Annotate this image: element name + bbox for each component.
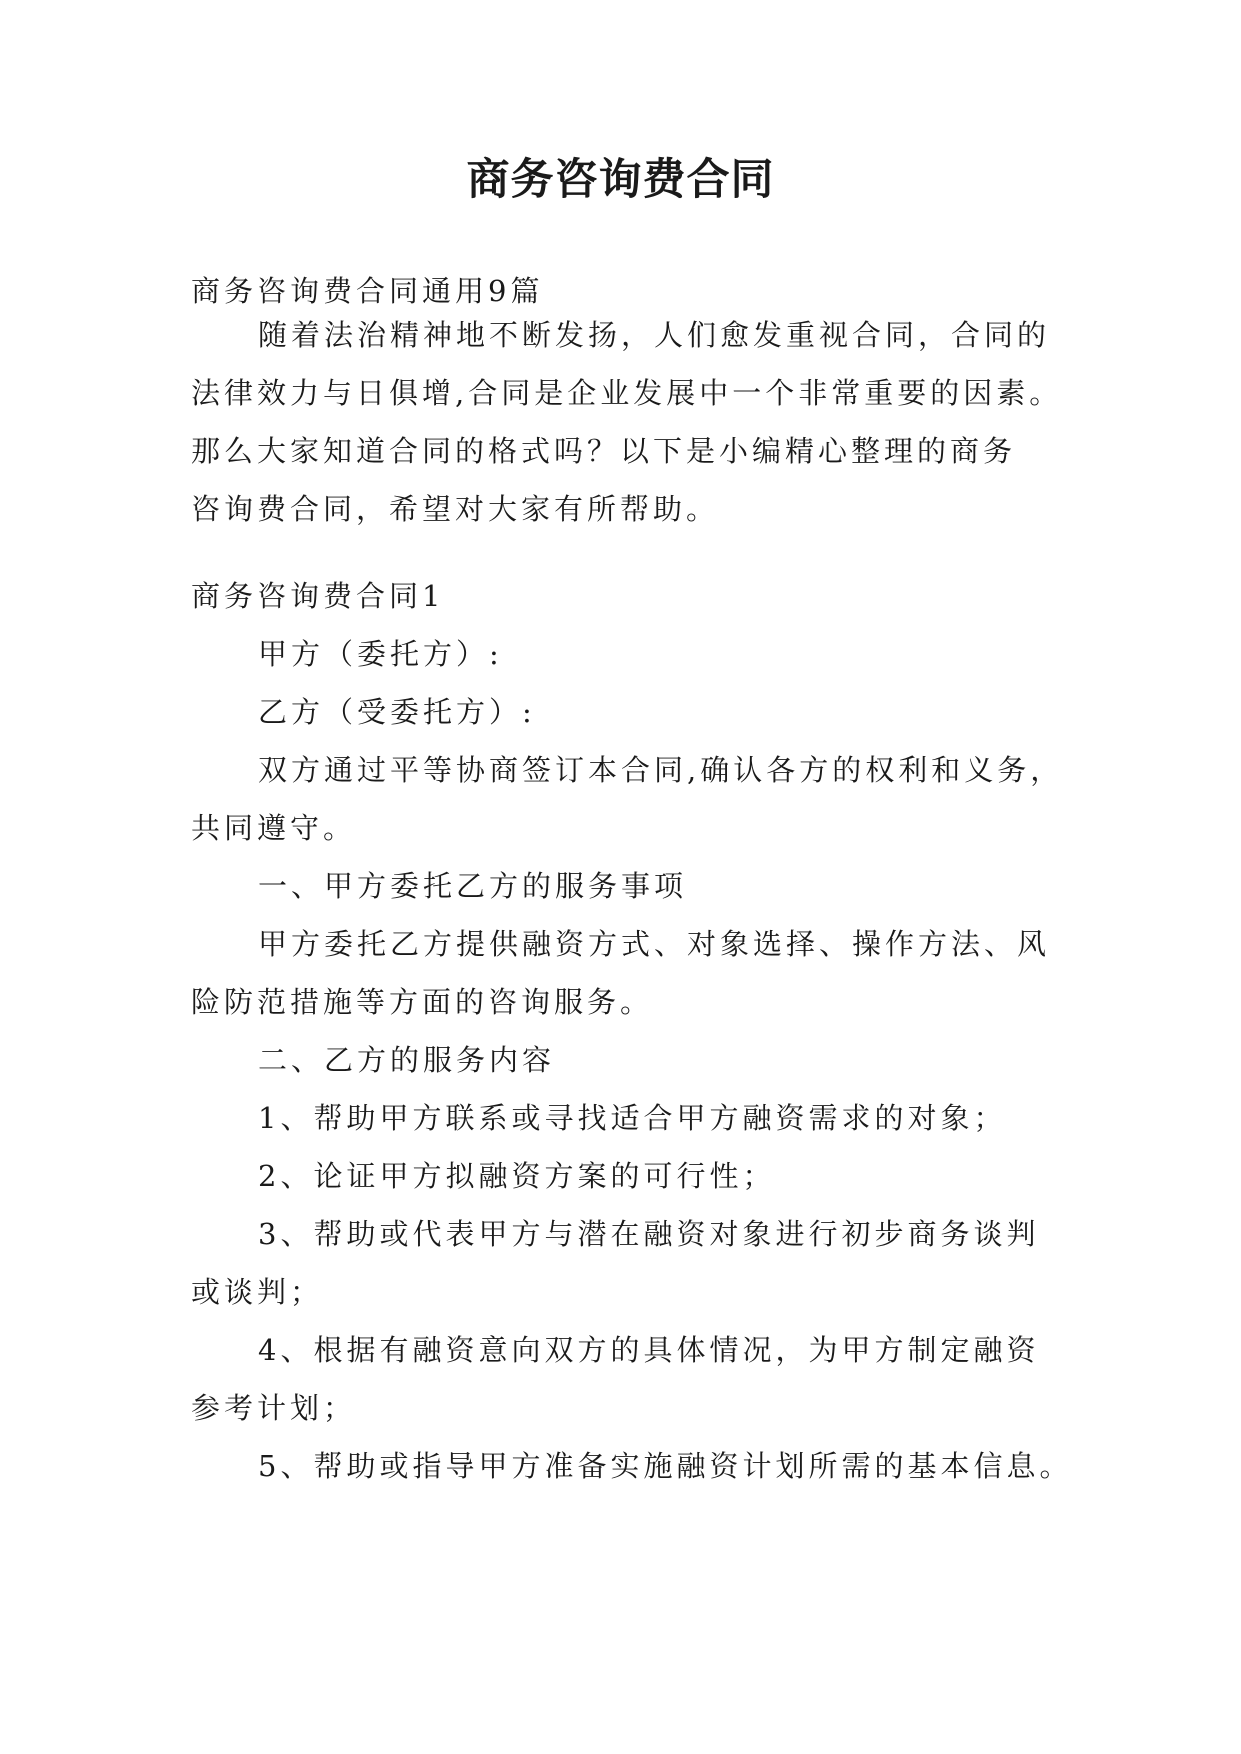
service-item-3: 3、帮助或代表甲方与潜在融资对象进行初步商务谈判 <box>258 1217 1040 1251</box>
section-heading: 商务咨询费合同1 <box>191 579 445 613</box>
party-b-label: 乙方（受委托方）: <box>258 695 536 729</box>
service-item-4: 4、根据有融资意向双方的具体情况，为甲方制定融资 <box>258 1333 1040 1367</box>
service-item-4-cont: 参考计划； <box>191 1391 357 1425</box>
service-item-5: 5、帮助或指导甲方准备实施融资计划所需的基本信息。 <box>258 1449 1073 1483</box>
clause-1-line: 甲方委托乙方提供融资方式、对象选择、操作方法、风 <box>258 927 1051 961</box>
agreement-line: 双方通过平等协商签订本合同,确认各方的权利和义务， <box>258 753 1064 787</box>
intro-line: 法律效力与日俱增,合同是企业发展中一个非常重要的因素。 <box>191 376 1063 410</box>
subtitle-text: 商务咨询费合同通用9篇 <box>191 274 544 308</box>
contract-section <box>191 567 1071 1495</box>
clause-2-heading: 二、乙方的服务内容 <box>258 1043 556 1077</box>
clause-1-heading: 一、甲方委托乙方的服务事项 <box>258 869 688 903</box>
intro-line: 随着法治精神地不断发扬，人们愈发重视合同，合同的 <box>258 318 1051 352</box>
document-title: 商务咨询费合同 <box>466 155 775 205</box>
intro-paragraph <box>191 306 1071 538</box>
party-a-label: 甲方（委托方）: <box>258 637 503 671</box>
intro-line: 那么大家知道合同的格式吗？以下是小编精心整理的商务 <box>191 434 1017 468</box>
service-item-2: 2、论证甲方拟融资方案的可行性； <box>258 1159 776 1193</box>
agreement-line: 共同遵守。 <box>191 811 357 845</box>
service-item-3-cont: 或谈判； <box>191 1275 324 1309</box>
clause-1-line: 险防范措施等方面的咨询服务。 <box>191 985 654 1019</box>
service-item-1: 1、帮助甲方联系或寻找适合甲方融资需求的对象； <box>258 1101 1007 1135</box>
intro-line: 咨询费合同，希望对大家有所帮助。 <box>191 492 720 526</box>
